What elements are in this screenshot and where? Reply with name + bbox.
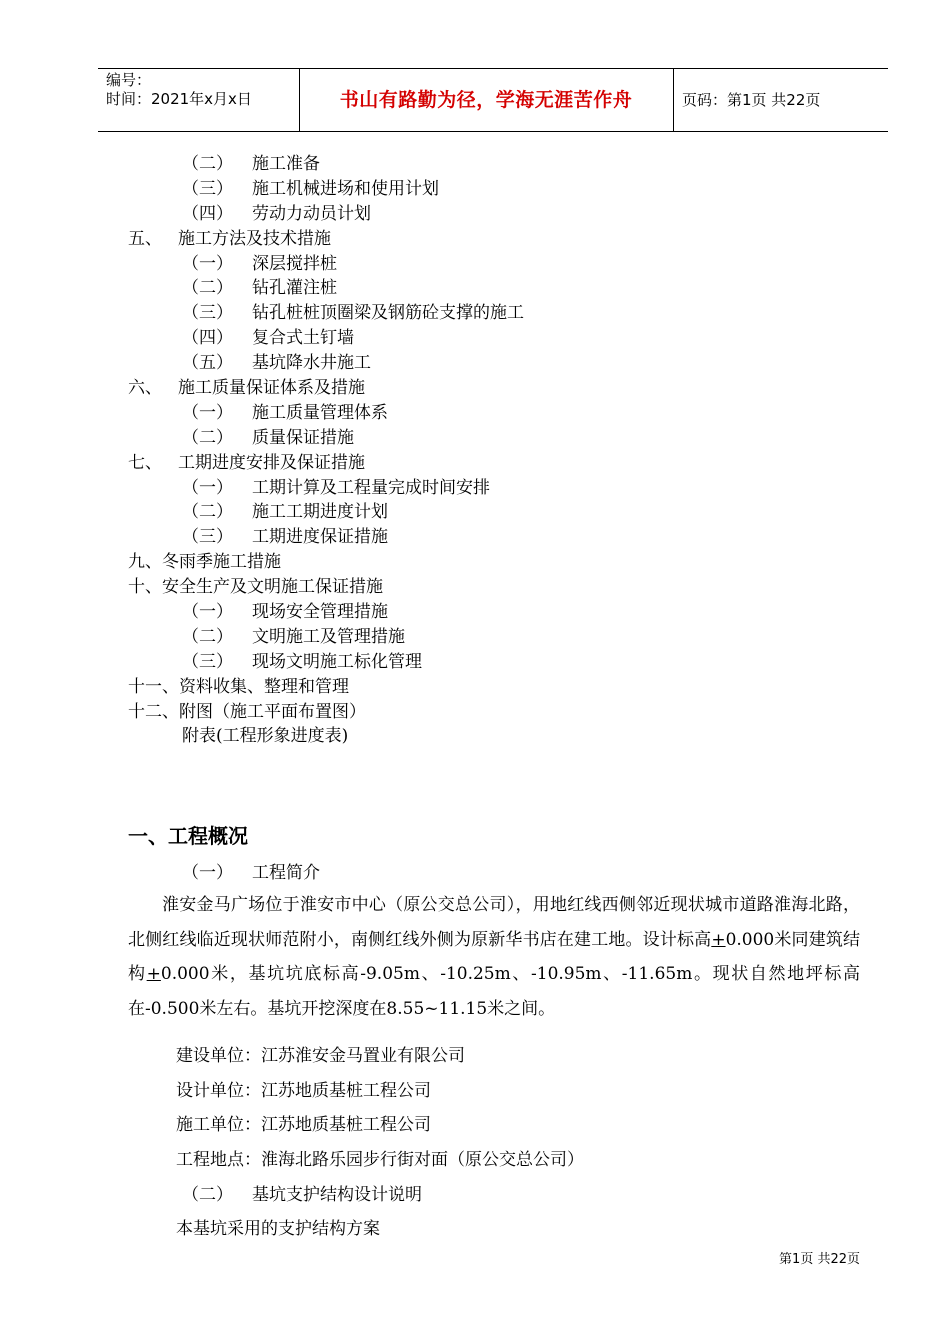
toc-item-number: （三） [182, 651, 233, 672]
toc-item [0, 351, 950, 376]
toc-item-text: 工期计算及工程量完成时间安排 [252, 477, 490, 498]
toc-item-number: （四） [182, 328, 233, 349]
page-header [98, 68, 888, 132]
plus-minus-sign-2: + [146, 964, 161, 984]
toc-item-text: 施工质量管理体系 [252, 402, 388, 423]
toc-item [0, 525, 950, 550]
toc-item [0, 152, 950, 177]
toc-item-number: （一） [182, 402, 233, 423]
toc-item [0, 476, 950, 501]
toc-item-text: 现场文明施工标化管理 [252, 651, 422, 672]
toc-item-number: （一） [182, 477, 233, 498]
para-text-b: 0.000米同建筑结构 [128, 929, 861, 984]
toc-item [0, 451, 950, 476]
project-intro-paragraph [128, 888, 860, 1026]
toc-item [0, 675, 950, 700]
toc-item [0, 575, 950, 600]
toc-item-text: 文明施工及管理措施 [252, 626, 405, 647]
toc-item-number: （二） [182, 427, 233, 448]
table-of-contents [0, 152, 950, 749]
toc-item-text: 钻孔桩桩顶圈梁及钢筋砼支撑的施工 [252, 303, 524, 324]
toc-item [0, 401, 950, 426]
subsection-text: 工程简介 [252, 863, 320, 883]
toc-item-number: （二） [182, 626, 233, 647]
toc-item-text: 钻孔灌注桩 [252, 278, 337, 299]
info-line-designer: 设计单位：江苏地质基桩工程公司 [176, 1081, 431, 1101]
toc-item-number: 七、 [128, 452, 162, 473]
toc-item [0, 650, 950, 675]
toc-item-text: 十二、附图（施工平面布置图） [128, 701, 366, 722]
toc-item [0, 376, 950, 401]
header-motto: 书山有路勤为径，学海无涯苦作舟 [339, 89, 633, 111]
toc-item [0, 550, 950, 575]
toc-item-number: （二） [182, 278, 233, 299]
info-line-location: 工程地点：淮海北路乐园步行街对面（原公交总公司） [176, 1150, 584, 1170]
toc-item-text: 施工质量保证体系及措施 [178, 378, 365, 399]
toc-item-number: （一） [182, 253, 233, 274]
section-title: 一、工程概况 [128, 824, 248, 848]
toc-item [0, 326, 950, 351]
header-page-number: 页码：第1页 共22页 [682, 91, 821, 109]
subsection-number: （一） [182, 863, 233, 883]
toc-item-text: 施工工期进度计划 [252, 502, 388, 523]
toc-item-text: 质量保证措施 [252, 427, 354, 448]
page-footer-number: 第1页 共22页 [779, 1252, 860, 1267]
toc-item-text: 附表(工程形象进度表) [182, 726, 349, 747]
toc-item-number: （一） [182, 602, 233, 623]
toc-item-number: 六、 [128, 378, 162, 399]
subsection-text: 基坑支护结构设计说明 [252, 1185, 422, 1205]
toc-item-text: 九、冬雨季施工措施 [128, 552, 281, 573]
plus-minus-sign-1: + [711, 929, 726, 950]
toc-item-text: 复合式土钉墙 [252, 328, 354, 349]
toc-item-text: 十一、资料收集、整理和管理 [128, 676, 349, 697]
toc-item [0, 276, 950, 301]
toc-item-number: （五） [182, 353, 233, 374]
toc-item [0, 227, 950, 252]
toc-item-text: 施工机械进场和使用计划 [252, 178, 439, 199]
document-time-label: 时间：2021年x月x日 [106, 90, 252, 108]
document-number-label: 编号： [106, 71, 152, 89]
toc-item [0, 724, 950, 749]
toc-item-text: 工期进度保证措施 [252, 527, 388, 548]
subsection-number: （二） [182, 1185, 233, 1205]
toc-item [0, 426, 950, 451]
toc-item-number: 五、 [128, 228, 162, 249]
toc-item [0, 625, 950, 650]
toc-item-text: 工期进度安排及保证措施 [178, 452, 365, 473]
toc-item-number: （三） [182, 527, 233, 548]
para-text-c: 0.000米，基坑坑底标高-9.05m、-10.25m、-10.95m、-11.65m。现状自然地坪标高在-0.500米左右。基坑开挖深度在8.55~11.15米之间。 [128, 964, 861, 1019]
toc-item-text: 施工准备 [252, 154, 320, 174]
toc-item-text: 劳动力动员计划 [252, 203, 371, 224]
toc-item-number: （四） [182, 203, 233, 224]
header-divider-right [673, 69, 674, 131]
toc-item-text: 现场安全管理措施 [252, 602, 388, 623]
toc-item-text: 施工方法及技术措施 [178, 228, 331, 249]
toc-item [0, 600, 950, 625]
toc-item [0, 252, 950, 277]
toc-item-number: （二） [182, 154, 233, 174]
header-meta [106, 71, 298, 109]
toc-item [0, 202, 950, 227]
support-scheme-line: 本基坑采用的支护结构方案 [176, 1219, 380, 1239]
info-line-contractor: 施工单位：江苏地质基桩工程公司 [176, 1115, 431, 1135]
toc-item-number: （三） [182, 178, 233, 199]
toc-item [0, 500, 950, 525]
toc-item-number: （三） [182, 303, 233, 324]
toc-item [0, 301, 950, 326]
info-line-builder: 建设单位：江苏淮安金马置业有限公司 [176, 1046, 465, 1066]
para-text-a: 淮安金马广场位于淮安市中心（原公交总公司），用地红线西侧邻近现状城市道路淮海北路，北侧红线临近现状师范附小，南侧红线外侧为原新华书店在建工地。设计标高 [128, 895, 860, 950]
toc-item-number: （二） [182, 502, 233, 523]
toc-item-text: 十、安全生产及文明施工保证措施 [128, 577, 383, 598]
toc-item [0, 177, 950, 202]
toc-item-text: 基坑降水井施工 [252, 353, 371, 374]
toc-item [0, 700, 950, 725]
toc-item-text: 深层搅拌桩 [252, 253, 337, 274]
